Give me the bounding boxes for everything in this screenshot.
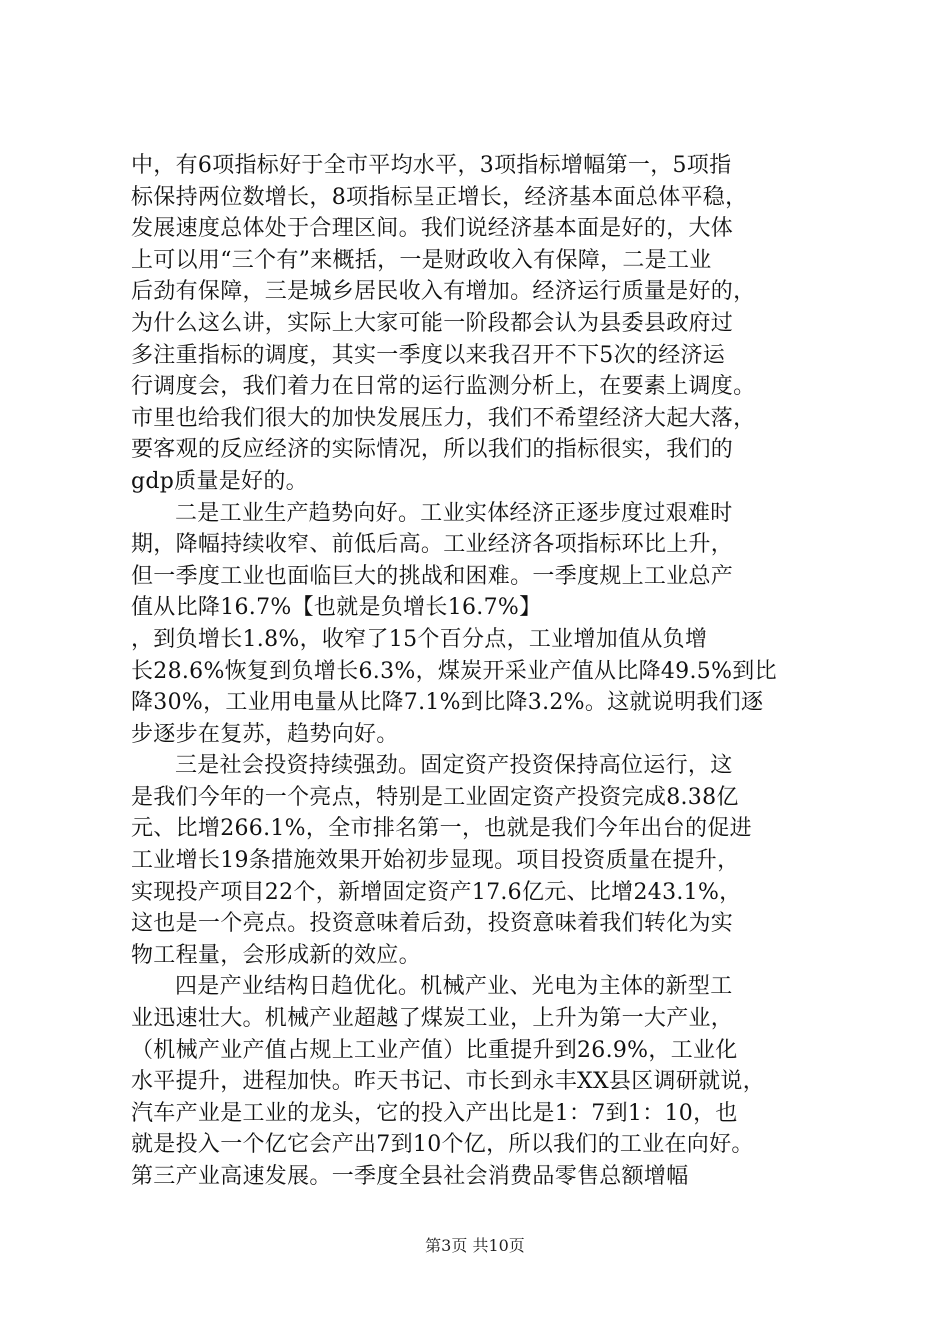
paragraph-start-line: 三是社会投资持续强劲。固定资产投资保持高位运行，这 xyxy=(175,753,733,779)
paragraph-start-line: 二是工业生产趋势向好。工业实体经济正逐步度过艰难时 xyxy=(175,500,733,526)
text-line: 这也是一个亮点。投资意味着后劲，投资意味着我们转化为实 xyxy=(131,911,734,937)
text-line: 长28.6%恢复到负增长6.3%，煤炭开采业产值从比降49.5%到比 xyxy=(131,658,777,684)
text-line: 中，有6项指标好于全市平均水平，3项指标增幅第一，5项指 xyxy=(131,153,732,178)
text-line: 是我们今年的一个亮点，特别是工业固定资产投资完成8.38亿 xyxy=(131,784,739,810)
text-line: 上可以用“三个有”来概括，一是财政收入有保障，二是工业 xyxy=(131,247,712,273)
text-line: 步逐步在复苏，趋势向好。 xyxy=(131,721,399,747)
text-line: 要客观的反应经济的实际情况，所以我们的指标很实，我们的 xyxy=(131,437,734,463)
text-line: 市里也给我们很大的加快发展压力，我们不希望经济大起大落， xyxy=(131,405,756,431)
text-line: 第三产业高速发展。一季度全县社会消费品零售总额增幅 xyxy=(131,1164,689,1189)
page-number-footer: 第3页 共10页 xyxy=(425,1236,525,1255)
text-line: 水平提升，进程加快。昨天书记、市长到永丰XX县区调研就说， xyxy=(131,1069,766,1095)
text-line: 工业增长19条措施效果开始初步显现。项目投资质量在提升， xyxy=(131,848,740,874)
document-body xyxy=(131,150,831,1193)
text-line: 后劲有保障，三是城乡居民收入有增加。经济运行质量是好的， xyxy=(131,279,756,305)
text-line: 发展速度总体处于合理区间。我们说经济基本面是好的，大体 xyxy=(131,216,734,242)
text-line: 物工程量，会形成新的效应。 xyxy=(131,942,421,968)
text-line: 多注重指标的调度，其实一季度以来我召开不下5次的经济运 xyxy=(131,342,726,368)
text-line: 降30%，工业用电量从比降7.1%到比降3.2%。这就说明我们逐 xyxy=(131,690,764,716)
text-line: ，到负增长1.8%，收窄了15个百分点，工业增加值从负增 xyxy=(131,626,708,652)
text-line: 标保持两位数增长，8项指标呈正增长，经济基本面总体平稳， xyxy=(131,184,748,210)
text-line: 实现投产项目22个，新增固定资产17.6亿元、比增243.1%， xyxy=(131,879,742,905)
text-line: （机械产业产值占规上工业产值）比重提升到26.9%，工业化 xyxy=(131,1037,738,1063)
text-line: 但一季度工业也面临巨大的挑战和困难。一季度规上工业总产 xyxy=(131,563,734,589)
text-line: 业迅速壮大。机械产业超越了煤炭工业，上升为第一大产业， xyxy=(131,1006,734,1032)
paragraph-start-line: 四是产业结构日趋优化。机械产业、光电为主体的新型工 xyxy=(175,974,733,1000)
text-line: 汽车产业是工业的龙头，它的投入产出比是1：7到1：10，也 xyxy=(131,1100,738,1126)
text-line: 元、比增266.1%，全市排名第一，也就是我们今年出台的促进 xyxy=(131,816,752,842)
text-line: 行调度会，我们着力在日常的运行监测分析上，在要素上调度。 xyxy=(131,374,756,400)
text-line: gdp质量是好的。 xyxy=(131,468,308,494)
text-line: 值从比降16.7%【也就是负增长16.7%】 xyxy=(131,595,542,621)
text-line: 为什么这么讲，实际上大家可能一阶段都会认为县委县政府过 xyxy=(131,310,734,336)
text-line: 就是投入一个亿它会产出7到10个亿，所以我们的工业在向好。 xyxy=(131,1132,754,1158)
text-line: 期，降幅持续收窄、前低后高。工业经济各项指标环比上升， xyxy=(131,532,734,558)
